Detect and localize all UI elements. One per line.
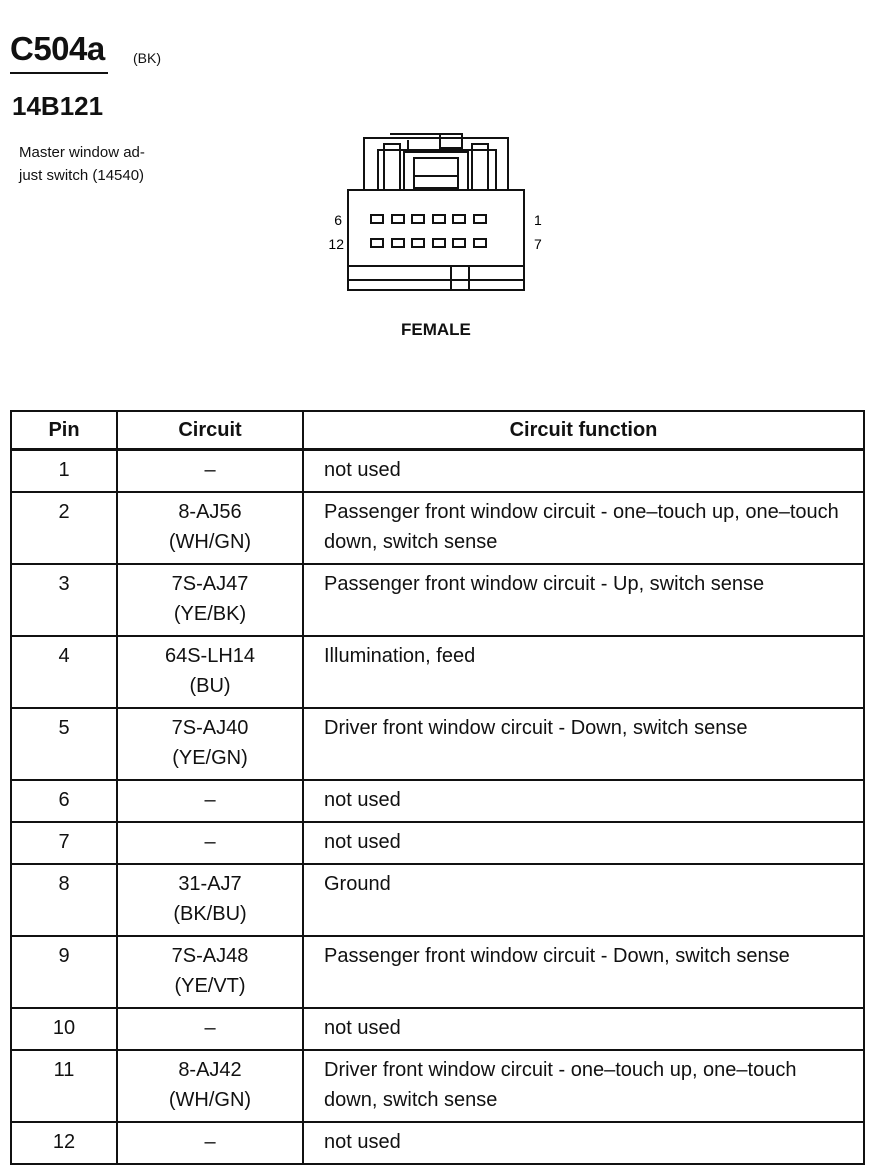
table-row xyxy=(11,450,864,493)
pin-number: 8 xyxy=(11,864,117,936)
table-row xyxy=(11,936,864,1008)
header-circuit-function: Circuit function xyxy=(303,411,864,450)
circuit-cell xyxy=(117,780,303,822)
wire-color: (BU) xyxy=(189,675,231,697)
circuit-cell xyxy=(117,564,303,636)
pin-number: 10 xyxy=(11,1008,117,1050)
circuit-function: Driver front window circuit - one–touch up, one–touch down, switch sense xyxy=(303,1050,864,1122)
circuit-cell xyxy=(117,864,303,936)
circuit-id: 7S-AJ47 xyxy=(171,573,249,595)
wire-color: (WH/GN) xyxy=(168,1089,252,1111)
circuit-cell xyxy=(117,1122,303,1164)
component-description xyxy=(19,141,189,187)
wire-color: (BK/BU) xyxy=(173,903,247,925)
circuit-function: not used xyxy=(303,822,864,864)
circuit-function: not used xyxy=(303,450,864,493)
circuit-cell xyxy=(117,822,303,864)
circuit-function: Passenger front window circuit - Down, switch sense xyxy=(303,936,864,1008)
table-row xyxy=(11,864,864,936)
table-row xyxy=(11,1122,864,1164)
pin-label-7: 7 xyxy=(534,236,542,252)
pinout-table xyxy=(10,410,865,1165)
table-row xyxy=(11,780,864,822)
pin-number: 1 xyxy=(11,450,117,493)
pin-number: 9 xyxy=(11,936,117,1008)
circuit-function: Driver front window circuit - Down, switch sense xyxy=(303,708,864,780)
pin-number: 7 xyxy=(11,822,117,864)
pin-number: 5 xyxy=(11,708,117,780)
circuit-id: 7S-AJ48 xyxy=(171,945,249,967)
circuit-id: – xyxy=(204,1131,216,1153)
pin-number: 2 xyxy=(11,492,117,564)
wire-color: (YE/VT) xyxy=(174,975,246,997)
circuit-cell xyxy=(117,450,303,493)
color-code: (BK) xyxy=(133,50,161,66)
header-pin: Pin xyxy=(11,411,117,450)
table-row xyxy=(11,822,864,864)
table-row xyxy=(11,564,864,636)
pin-label-6: 6 xyxy=(334,212,342,228)
wire-color: (YE/BK) xyxy=(173,603,247,625)
circuit-cell xyxy=(117,1008,303,1050)
pin-cavities xyxy=(371,215,486,247)
circuit-id: 7S-AJ40 xyxy=(171,717,249,739)
circuit-function: not used xyxy=(303,1008,864,1050)
circuit-cell xyxy=(117,636,303,708)
circuit-cell xyxy=(117,492,303,564)
header-circuit: Circuit xyxy=(117,411,303,450)
table-row xyxy=(11,1050,864,1122)
circuit-cell xyxy=(117,936,303,1008)
description-line-1: Master window ad- xyxy=(19,144,145,161)
circuit-function: not used xyxy=(303,780,864,822)
table-row xyxy=(11,708,864,780)
table-header-row xyxy=(11,411,864,450)
connector-gender-label: FEMALE xyxy=(401,320,471,339)
circuit-function: not used xyxy=(303,1122,864,1164)
circuit-id: – xyxy=(204,831,216,853)
circuit-id: 8-AJ42 xyxy=(178,1059,242,1081)
pin-number: 11 xyxy=(11,1050,117,1122)
circuit-function: Passenger front window circuit - one–touch up, one–touch down, switch sense xyxy=(303,492,864,564)
circuit-function: Ground xyxy=(303,864,864,936)
pin-label-12: 12 xyxy=(328,236,344,252)
connector-id: C504a xyxy=(10,30,105,67)
circuit-id: – xyxy=(204,1017,216,1039)
pin-number: 6 xyxy=(11,780,117,822)
part-number: 14B121 xyxy=(12,91,104,121)
description-line-2: just switch (14540) xyxy=(19,167,145,184)
circuit-id: – xyxy=(204,789,216,811)
circuit-cell xyxy=(117,708,303,780)
table-row xyxy=(11,636,864,708)
pin-number: 12 xyxy=(11,1122,117,1164)
wire-color: (YE/GN) xyxy=(172,747,248,769)
wire-color: (WH/GN) xyxy=(168,531,252,553)
circuit-id: 31-AJ7 xyxy=(178,873,242,895)
connector-face-diagram xyxy=(320,130,550,300)
locking-latch xyxy=(364,138,508,190)
circuit-id: – xyxy=(204,459,216,481)
connector-id-underline xyxy=(10,72,108,74)
circuit-function: Passenger front window circuit - Up, switch sense xyxy=(303,564,864,636)
circuit-function: Illumination, feed xyxy=(303,636,864,708)
circuit-id: 8-AJ56 xyxy=(178,501,242,523)
table-row xyxy=(11,1008,864,1050)
pin-number: 3 xyxy=(11,564,117,636)
table-row xyxy=(11,492,864,564)
pin-label-1: 1 xyxy=(534,212,542,228)
circuit-id: 64S-LH14 xyxy=(164,645,256,667)
pinout-table-body xyxy=(11,450,864,1165)
circuit-cell xyxy=(117,1050,303,1122)
pin-number: 4 xyxy=(11,636,117,708)
